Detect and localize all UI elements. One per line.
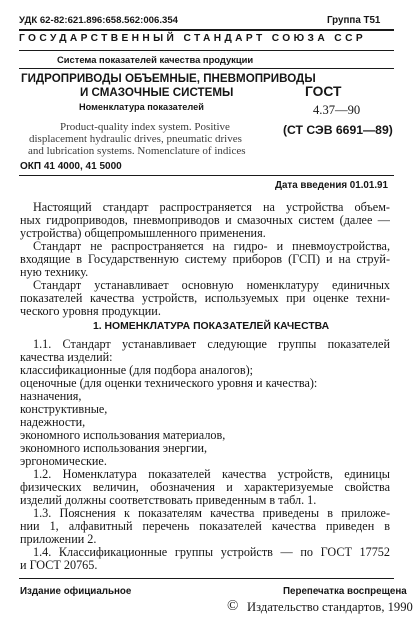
title-rule	[19, 68, 394, 69]
footer-rule	[19, 578, 394, 579]
p12-line-1: 1.2. Номенклатура показателей качества устройств, единицы	[33, 467, 390, 481]
p11-line-1: 1.1. Стандарт устанавливает следующие группы показателей	[33, 337, 390, 351]
document-title-line-1: ГИДРОПРИВОДЫ ОБЪЕМНЫЕ, ПНЕВМОПРИВОДЫ	[21, 72, 316, 85]
list-line: экономного использования материалов,	[20, 428, 226, 442]
intro-p1-line-3: устройства) общепромышленного применения.	[20, 226, 266, 240]
intro-p3-line-3: ческого уровня продукции.	[20, 304, 161, 318]
gost-number: 4.37—90	[313, 103, 361, 117]
section-1-heading: 1. НОМЕНКЛАТУРА ПОКАЗАТЕЛЕЙ КАЧЕСТВА	[93, 321, 330, 332]
english-title-line-1: Product-quality index system. Positive	[60, 121, 230, 133]
p14-line-2: и ГОСТ 20765.	[20, 558, 98, 572]
top-rule	[19, 29, 394, 31]
group-code: Группа Т51	[327, 15, 381, 26]
udk-code: УДК 62-82:621.896:658.562:006.354	[19, 15, 178, 26]
gost-label: ГОСТ	[305, 84, 342, 99]
publisher-line: Издательство стандартов, 1990	[247, 600, 413, 614]
document-title-line-2: И СМАЗОЧНЫЕ СИСТЕМЫ	[80, 86, 234, 99]
p14-line-1: 1.4. Классификационные группы устройств — по ГОСТ 17752	[33, 545, 390, 559]
list-line: экономного использования энергии,	[20, 441, 208, 455]
intro-p2-line-1: Стандарт не распространяется на гидро- и пневмоустройства,	[33, 239, 390, 253]
list-line: оценочные (для оценки технического уровня и качества):	[20, 376, 318, 390]
english-title-line-2: displacement hydraulic drives, pneumatic drives	[29, 133, 242, 145]
intro-p2-line-3: ную технику.	[20, 265, 89, 279]
title-bottom-rule	[19, 175, 394, 176]
document-subtitle: Номенклатура показателей	[79, 102, 204, 112]
list-line: конструктивные,	[20, 402, 108, 416]
system-name: Система показателей качества продукции	[57, 54, 254, 65]
p13-line-1: 1.3. Пояснения к показателям качества приведены в приложе-	[33, 506, 390, 520]
st-sev-number: (СТ СЭВ 6691—89)	[283, 123, 393, 137]
copyright-icon: ©	[227, 598, 239, 614]
list-line: эргономические.	[20, 454, 107, 468]
okp-code: ОКП 41 4000, 41 5000	[20, 161, 122, 172]
p11-line-2: качества изделий:	[20, 350, 113, 364]
introduction-date: Дата введения 01.01.91	[275, 180, 388, 191]
intro-p1-line-2: ных гидроприводов, пневмоприводов и смазочных систем (далее —	[20, 213, 390, 227]
intro-p2-line-2: входящие в Государственную систему приборов (ГСП) и на струй-	[20, 252, 390, 266]
intro-p3-line-2: показателей качества устройств, используемых при оценке техни-	[20, 291, 390, 305]
list-line: назначения,	[20, 389, 82, 403]
intro-p3-line-1: Стандарт устанавливает основную номенклатуру единичных	[33, 278, 390, 292]
english-title-line-3: and lubrication systems. Nomenclature of indices	[28, 145, 246, 157]
list-line: надежности,	[20, 415, 86, 429]
official-edition: Издание официальное	[20, 586, 132, 597]
p13-line-3: приложении 2.	[20, 532, 97, 546]
reprint-prohibited: Перепечатка воспрещена	[283, 586, 407, 597]
p12-line-3: изделий должны соответствовать приведенным в табл. 1.	[20, 493, 317, 507]
intro-p1-line-1: Настоящий стандарт распространяется на устройства объем-	[33, 200, 390, 214]
p13-line-2: нии 1, алфавитный перечень показателей качества приведен в	[20, 519, 390, 533]
standard-banner: ГОСУДАРСТВЕННЫЙ СТАНДАРТ СОЮЗА ССР	[19, 33, 367, 44]
p12-line-2: физических величин, обозначения и характеризуемые свойства	[20, 480, 390, 494]
banner-rule	[19, 50, 394, 51]
list-line: классификационные (для подбора аналогов);	[20, 363, 254, 377]
